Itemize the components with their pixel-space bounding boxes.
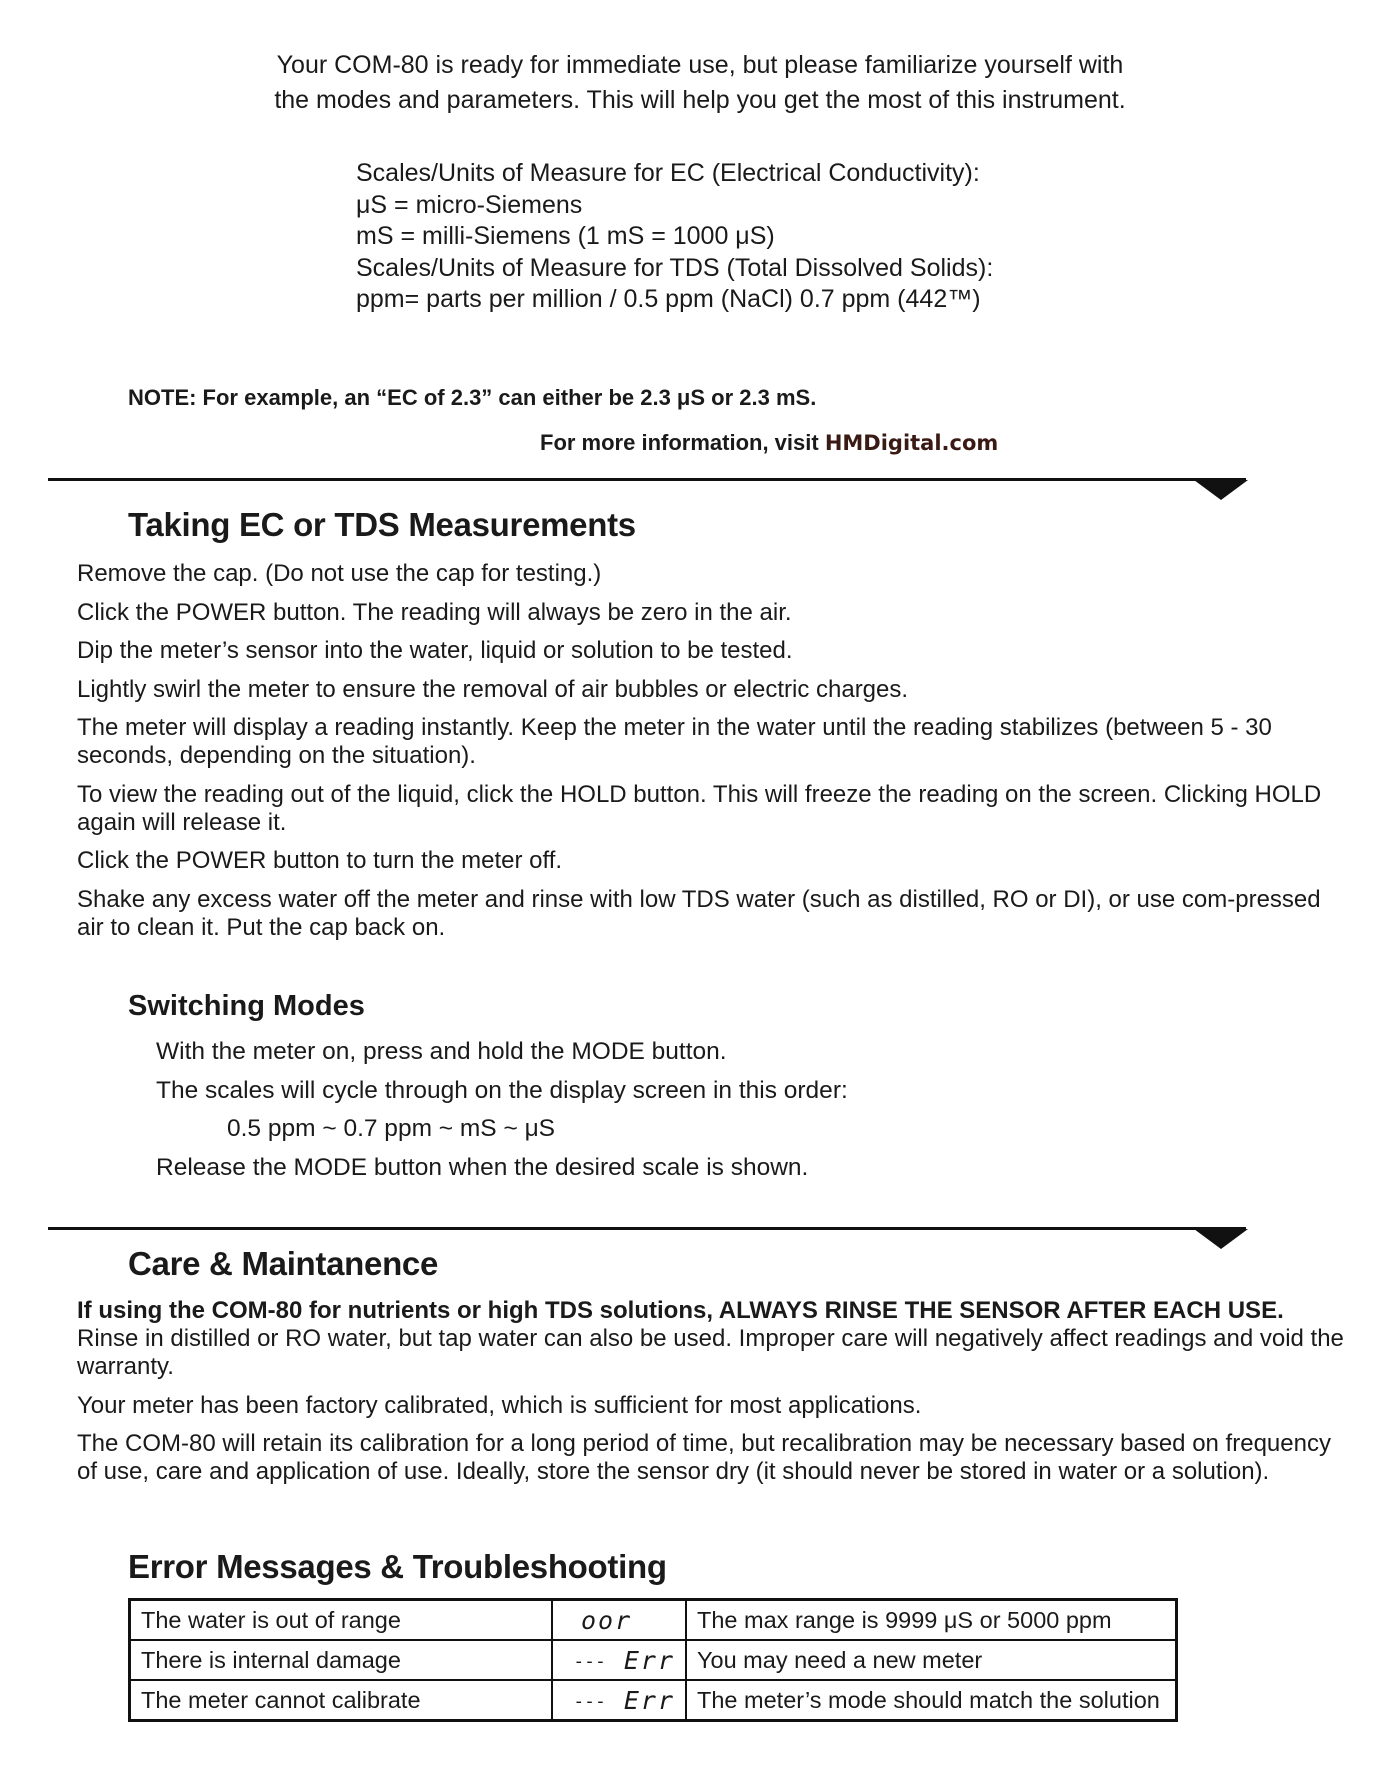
step: To view the reading out of the liquid, click the HOLD button. This will freeze the reading on the screen. Clicking HOLD again will release it. xyxy=(77,780,1322,836)
note: NOTE: For example, an “EC of 2.3” can either be 2.3 μS or 2.3 mS. xyxy=(128,385,817,410)
units-line: Scales/Units of Measure for EC (Electrical Conductivity): xyxy=(356,159,980,187)
remedy-cell: You may need a new meter xyxy=(686,1640,1177,1680)
mode-order: 0.5 ppm ~ 0.7 ppm ~ mS ~ μS xyxy=(227,1115,556,1142)
website-link[interactable]: HMDigital.com xyxy=(824,431,999,455)
care-warning: If using the COM-80 for nutrients or high TDS solutions, ALWAYS RINSE THE SENSOR AFTER EACH USE. xyxy=(77,1297,1284,1324)
measurement-steps xyxy=(77,560,1347,952)
problem-cell: The meter cannot calibrate xyxy=(130,1680,553,1721)
modes-line: With the meter on, press and hold the MODE button. xyxy=(156,1038,727,1065)
step: The meter will display a reading instantly. Keep the meter in the water until the reading stabilizes (between 5 - 30 seconds, depending on the situation). xyxy=(77,714,1272,769)
remedy-cell: The meter’s mode should match the solution xyxy=(686,1680,1177,1721)
units-line: mS = milli-Siemens (1 mS = 1000 μS) xyxy=(356,222,775,250)
units-line: Scales/Units of Measure for TDS (Total Dissolved Solids): xyxy=(356,253,994,282)
care-paragraph xyxy=(77,1297,1357,1381)
problem-cell: There is internal damage xyxy=(130,1640,553,1680)
divider-arrow-icon xyxy=(1194,480,1248,500)
step: Click the POWER button. The reading will always be zero in the air. xyxy=(77,598,792,626)
units-line: μS = micro-Siemens xyxy=(356,190,583,219)
care-heading: Care & Maintanence xyxy=(128,1245,439,1282)
section-divider xyxy=(48,478,1246,481)
modes-line: Release the MODE button when the desired scale is shown. xyxy=(156,1153,809,1181)
error-table xyxy=(128,1598,1178,1722)
more-info-prefix: For more information, visit xyxy=(540,430,825,455)
step: Click the POWER button to turn the meter off. xyxy=(77,847,563,874)
table-row xyxy=(130,1680,1177,1721)
care-text xyxy=(77,1297,1357,1497)
more-info xyxy=(540,430,998,456)
display-code-cell xyxy=(552,1600,686,1641)
step: Dip the meter’s sensor into the water, liquid or solution to be tested. xyxy=(77,637,793,664)
display-code-cell xyxy=(552,1680,686,1721)
modes-heading: Switching Modes xyxy=(128,990,365,1022)
intro xyxy=(0,48,1400,118)
display-code: oor xyxy=(581,1605,633,1635)
display-code-cell xyxy=(552,1640,686,1680)
section-divider xyxy=(48,1227,1246,1230)
units-list xyxy=(356,158,993,316)
care-paragraph: The COM-80 will retain its calibration for a long period of time, but recalibration may be necessary based on frequency of use, care and application of use. Ideally, store the sensor dry (it should never be stored in water or a solution). xyxy=(77,1430,1331,1485)
code-dash: --- xyxy=(573,1690,606,1712)
display-code: Err xyxy=(623,1685,675,1715)
intro-line: Your COM-80 is ready for immediate use, but please familiarize yourself with xyxy=(276,51,1124,79)
care-paragraph: Your meter has been factory calibrated, which is sufficient for most applications. xyxy=(77,1391,922,1419)
table-row xyxy=(130,1600,1177,1641)
remedy-cell: The max range is 9999 μS or 5000 ppm xyxy=(686,1600,1177,1641)
divider-arrow-icon xyxy=(1194,1229,1248,1249)
table-row xyxy=(130,1640,1177,1680)
intro-line: the modes and parameters. This will help you get the most of this instrument. xyxy=(274,86,1126,114)
code-dash: --- xyxy=(573,1650,606,1672)
units-line: ppm= parts per million / 0.5 ppm (NaCl) 0.7 ppm (442™) xyxy=(356,285,981,313)
problem-cell: The water is out of range xyxy=(130,1600,553,1641)
modes-text xyxy=(156,1033,848,1187)
step: Lightly swirl the meter to ensure the removal of air bubbles or electric charges. xyxy=(77,675,909,703)
measurements-heading: Taking EC or TDS Measurements xyxy=(128,506,636,543)
errors-heading: Error Messages & Troubleshooting xyxy=(128,1548,667,1585)
step: Shake any excess water off the meter and rinse with low TDS water (such as distilled, RO or DI), or use com-pressed air to clean it. Put the cap back on. xyxy=(77,885,1321,941)
modes-line: The scales will cycle through on the display screen in this order: xyxy=(156,1076,848,1104)
display-code: Err xyxy=(623,1645,675,1675)
care-rinse: Rinse in distilled or RO water, but tap water can also be used. Improper care will negatively affect readings and void the warranty. xyxy=(77,1325,1344,1380)
step: Remove the cap. (Do not use the cap for testing.) xyxy=(77,560,602,587)
